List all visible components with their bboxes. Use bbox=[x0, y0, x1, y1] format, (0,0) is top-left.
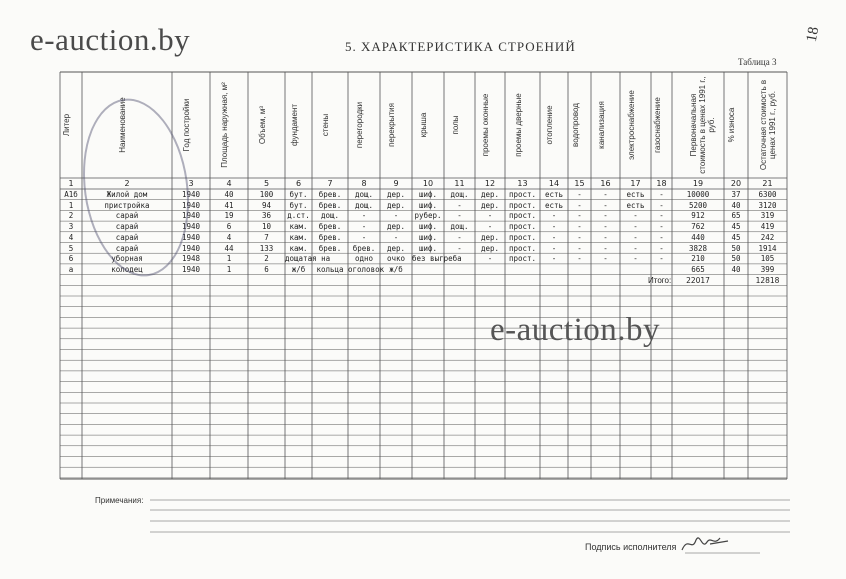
column-number: 20 bbox=[730, 179, 742, 188]
table-cell: - bbox=[577, 232, 582, 242]
table-cell: 2 bbox=[68, 211, 74, 221]
table-cell: 7 bbox=[264, 232, 269, 242]
table-cell: дер. bbox=[386, 190, 406, 199]
table-cell: - bbox=[659, 222, 664, 232]
table-cell: Жилой дом bbox=[106, 190, 148, 199]
table-cell: без выгреба bbox=[412, 254, 462, 264]
table-cell: 1 bbox=[226, 264, 232, 274]
table-cell: - bbox=[603, 200, 608, 210]
table-cell: 10000 bbox=[686, 190, 710, 199]
total-initial-value: 22017 bbox=[686, 275, 710, 285]
table-cell: дер. bbox=[386, 222, 406, 232]
table-cell: 440 bbox=[691, 232, 705, 242]
table-cell: дощ. bbox=[354, 200, 374, 210]
table-cell: - bbox=[603, 232, 608, 242]
table-cell: прост. bbox=[508, 222, 537, 232]
table-cell: 2 bbox=[264, 254, 269, 264]
table-cell: сарай bbox=[115, 243, 139, 253]
column-header: стены bbox=[321, 113, 330, 137]
table-cell: 5200 bbox=[688, 200, 708, 210]
table-cell: 1 bbox=[226, 254, 232, 264]
table-cell: - bbox=[603, 222, 608, 232]
column-number: 16 bbox=[600, 179, 611, 188]
table-cell: 6 bbox=[226, 222, 232, 232]
table-cell: рубер. bbox=[414, 211, 442, 221]
table-cell: 1940 bbox=[181, 243, 201, 253]
table-cell: дощ. bbox=[320, 211, 340, 221]
table-cell: прост. bbox=[508, 200, 537, 210]
table-cell: - bbox=[577, 243, 582, 253]
table-cell: - bbox=[551, 211, 557, 221]
table-cell: есть bbox=[544, 190, 564, 199]
table-cell: 3828 bbox=[688, 243, 708, 253]
column-number: 10 bbox=[422, 179, 434, 188]
watermark-center: e-auction.by bbox=[490, 312, 661, 348]
table-cell: - bbox=[633, 232, 638, 242]
table-cell: 65 bbox=[731, 211, 741, 221]
table-cell: - bbox=[361, 211, 367, 221]
table-cell: - bbox=[603, 243, 608, 253]
table-cell: - bbox=[633, 211, 638, 221]
table-cell: шиф. bbox=[418, 243, 438, 253]
column-header: Год постройки bbox=[182, 98, 191, 152]
column-header: Объем, м³ bbox=[257, 105, 267, 145]
table-cell: 1940 bbox=[181, 211, 201, 221]
page-title: 5. ХАРАКТЕРИСТИКА СТРОЕНИЙ bbox=[345, 39, 576, 54]
table-cell: есть bbox=[626, 200, 645, 210]
table-cell: 1 bbox=[68, 200, 74, 210]
table-cell: 4 bbox=[68, 232, 74, 242]
column-header: полы bbox=[450, 115, 460, 135]
table-cell: 19 bbox=[224, 211, 234, 221]
table-cell: 3 bbox=[68, 222, 74, 232]
table-cell: - bbox=[551, 243, 557, 253]
column-header: Первоначальная стоимость в ценах 1991 г., руб. bbox=[689, 76, 716, 174]
table-cell: 762 bbox=[691, 222, 705, 232]
table-cell: - bbox=[457, 200, 462, 210]
table-cell: - bbox=[457, 232, 462, 242]
table-cell: - bbox=[659, 254, 664, 264]
table-cell: 1914 bbox=[758, 243, 777, 253]
table-cell: 1940 bbox=[181, 222, 201, 232]
total-residual-value: 12818 bbox=[755, 275, 780, 285]
table-cell: 100 bbox=[259, 190, 274, 199]
table-cell: - bbox=[551, 222, 557, 232]
table-cell: - bbox=[659, 200, 664, 210]
table-cell: ж/б bbox=[291, 264, 306, 274]
table-cell: одно bbox=[354, 254, 374, 264]
table-cell: дощ. bbox=[354, 190, 374, 199]
table-cell: шиф. bbox=[418, 232, 438, 242]
table-cell: 50 bbox=[731, 254, 741, 264]
signature-label: Подпись исполнителя bbox=[585, 542, 677, 552]
table-cell: дер. bbox=[386, 200, 406, 210]
column-header: электроснабжение bbox=[626, 90, 636, 160]
table-cell: дер. bbox=[480, 232, 500, 242]
column-header: проемы оконные bbox=[481, 93, 490, 157]
table-cell: 3120 bbox=[758, 200, 777, 210]
table-cell: кам. bbox=[289, 222, 308, 232]
table-cell: 419 bbox=[760, 222, 775, 232]
table-cell: - bbox=[633, 243, 638, 253]
table-cell: - bbox=[577, 190, 582, 199]
table-cell: 40 bbox=[224, 190, 234, 199]
table-cell: А1б bbox=[64, 190, 78, 199]
table-cell: 50 bbox=[731, 243, 741, 253]
table-cell: дер. bbox=[386, 243, 406, 253]
table-cell: 1940 bbox=[181, 264, 201, 274]
table-cell: 44 bbox=[224, 243, 234, 253]
column-header: перегородки bbox=[355, 101, 364, 149]
table-cell: 36 bbox=[261, 211, 272, 221]
table-cell: - bbox=[487, 222, 493, 232]
table-cell: 242 bbox=[760, 232, 775, 242]
table-cell: - bbox=[603, 190, 608, 199]
column-header: Наименование bbox=[118, 97, 127, 153]
table-cell: - bbox=[577, 211, 582, 221]
table-cell: брев. bbox=[318, 200, 342, 210]
table-cell: - bbox=[393, 211, 399, 221]
column-number: 14 bbox=[548, 179, 560, 188]
table-cell: 1948 bbox=[181, 254, 201, 264]
table-cell: 399 bbox=[760, 264, 775, 274]
column-number: 19 bbox=[692, 179, 704, 188]
table-number: Таблица 3 bbox=[738, 57, 777, 67]
table-cell: 10 bbox=[261, 222, 272, 232]
table-cell: кам. bbox=[289, 243, 308, 253]
table-cell: 912 bbox=[691, 211, 705, 221]
table-cell: пристройка bbox=[104, 200, 150, 210]
column-number: 21 bbox=[762, 179, 773, 188]
column-header: Площадь наружная, м² bbox=[220, 82, 229, 168]
table-cell: дер. bbox=[480, 200, 500, 210]
table-cell: дощ. bbox=[450, 190, 469, 199]
table-cell: брев. bbox=[318, 232, 342, 242]
table-cell: - bbox=[633, 254, 638, 264]
table-cell: дощ. bbox=[450, 222, 469, 232]
column-header: перекрытия bbox=[387, 103, 396, 147]
table-cell: дер. bbox=[480, 190, 500, 199]
signature-mark bbox=[680, 532, 730, 554]
table-cell: шиф. bbox=[418, 222, 438, 232]
table-cell: - bbox=[577, 200, 582, 210]
column-number: 9 bbox=[393, 179, 399, 188]
table-cell: уборная bbox=[111, 254, 143, 264]
table-cell: 6300 bbox=[758, 190, 777, 199]
table-cell: прост. bbox=[508, 254, 537, 264]
column-header: Остаточная стоимость в ценах 1991 г., руб. bbox=[758, 79, 777, 171]
column-header: % износа bbox=[727, 107, 736, 143]
table-cell: д.ст. bbox=[287, 211, 310, 221]
column-number: 3 bbox=[188, 179, 194, 188]
column-number: 17 bbox=[630, 179, 641, 188]
notes-label: Примечания: bbox=[95, 496, 144, 505]
table-cell: шиф. bbox=[418, 190, 438, 199]
column-number: 12 bbox=[484, 179, 496, 188]
corner-page-mark: 18 bbox=[803, 25, 823, 44]
table-cell: брев. bbox=[318, 222, 342, 232]
table-cell: прост. bbox=[508, 211, 537, 221]
table-cell: 45 bbox=[731, 222, 741, 232]
table-cell: есть bbox=[626, 190, 645, 199]
column-number: 13 bbox=[517, 179, 528, 188]
column-header: водопровод bbox=[570, 103, 580, 147]
table-cell: - bbox=[659, 211, 664, 221]
table-cell: 4 bbox=[226, 232, 232, 242]
table-cell: 1940 bbox=[181, 232, 201, 242]
column-header: фундамент bbox=[289, 103, 299, 147]
table-cell: ж/б bbox=[389, 264, 403, 274]
table-cell: дощатая на bbox=[285, 254, 331, 264]
column-number: 5 bbox=[263, 179, 270, 188]
column-number: 11 bbox=[454, 179, 465, 188]
column-header: крыша bbox=[419, 112, 428, 138]
column-number: 18 bbox=[656, 179, 667, 188]
table-cell: а bbox=[68, 264, 74, 274]
table-cell: - bbox=[577, 254, 582, 264]
table-cell: очко bbox=[386, 254, 406, 264]
column-number: 2 bbox=[124, 179, 130, 188]
table-cell: сарай bbox=[115, 222, 139, 232]
table-cell: - bbox=[603, 254, 608, 264]
table-cell: кам. bbox=[289, 232, 308, 242]
table-cell: - bbox=[659, 190, 664, 199]
table-cell: прост. bbox=[508, 232, 537, 242]
table-cell: 665 bbox=[691, 264, 705, 274]
column-number: 1 bbox=[68, 179, 74, 188]
table-cell: брев. bbox=[352, 243, 376, 253]
table-cell: - bbox=[361, 222, 367, 232]
table-cell: 41 bbox=[224, 200, 234, 210]
table-cell: 210 bbox=[691, 254, 705, 264]
column-number: 8 bbox=[361, 179, 367, 188]
table-cell: 6 bbox=[264, 264, 269, 274]
table-cell: 1940 bbox=[181, 200, 201, 210]
table-cell: 5 bbox=[68, 243, 74, 253]
table-cell: - bbox=[577, 222, 582, 232]
table-cell: прост. bbox=[508, 190, 537, 199]
table-cell: - bbox=[603, 211, 608, 221]
table-cell: шиф. bbox=[418, 200, 438, 210]
table-cell: дер. bbox=[480, 243, 500, 253]
table-cell: бут. bbox=[289, 200, 308, 210]
table-cell: колодец bbox=[111, 264, 143, 274]
table-cell: прост. bbox=[508, 243, 537, 253]
table-cell: - bbox=[551, 232, 557, 242]
table-cell: брев. bbox=[318, 243, 342, 253]
column-header: отопление bbox=[545, 105, 554, 145]
table-cell: 133 bbox=[259, 243, 274, 253]
table-cell: 319 bbox=[760, 211, 775, 221]
table-cell: сарай bbox=[115, 232, 139, 242]
column-header: газоснабжение bbox=[652, 97, 662, 153]
table-cell: - bbox=[633, 222, 638, 232]
table-cell: 105 bbox=[760, 254, 775, 264]
table-cell: 40 bbox=[731, 264, 741, 274]
table-cell: 45 bbox=[731, 232, 741, 242]
table-cell: - bbox=[659, 232, 664, 242]
table-cell: 1940 bbox=[181, 190, 201, 199]
table-cell: 40 bbox=[731, 200, 741, 210]
table-cell: - bbox=[551, 254, 557, 264]
table-cell: сарай bbox=[115, 211, 139, 221]
table-cell: 6 bbox=[68, 254, 74, 264]
table-cell: есть bbox=[544, 200, 564, 210]
table-cell: - bbox=[457, 243, 462, 253]
table-cell: 37 bbox=[731, 190, 741, 199]
column-header: проемы дверные bbox=[513, 93, 523, 157]
table-cell: оголовок bbox=[348, 264, 385, 274]
watermark-top: e-auction.by bbox=[30, 22, 191, 57]
column-header: канализация bbox=[596, 101, 606, 149]
table-cell: - bbox=[361, 232, 367, 242]
column-number: 4 bbox=[226, 179, 232, 188]
table-cell: 94 bbox=[261, 200, 272, 210]
column-number: 6 bbox=[295, 179, 302, 188]
total-label: Итого: bbox=[648, 275, 672, 285]
column-number: 7 bbox=[327, 179, 333, 188]
table-cell: брев. bbox=[318, 190, 342, 199]
table-cell: - bbox=[487, 211, 493, 221]
table-cell: - bbox=[457, 211, 462, 221]
table-cell: - bbox=[393, 232, 399, 242]
table-cell: - bbox=[659, 243, 664, 253]
column-number: 15 bbox=[574, 179, 585, 188]
table-cell: бут. bbox=[289, 190, 308, 199]
table-cell: - bbox=[487, 254, 493, 264]
column-header: Литер bbox=[62, 113, 71, 137]
table-cell: кольца bbox=[316, 264, 344, 274]
